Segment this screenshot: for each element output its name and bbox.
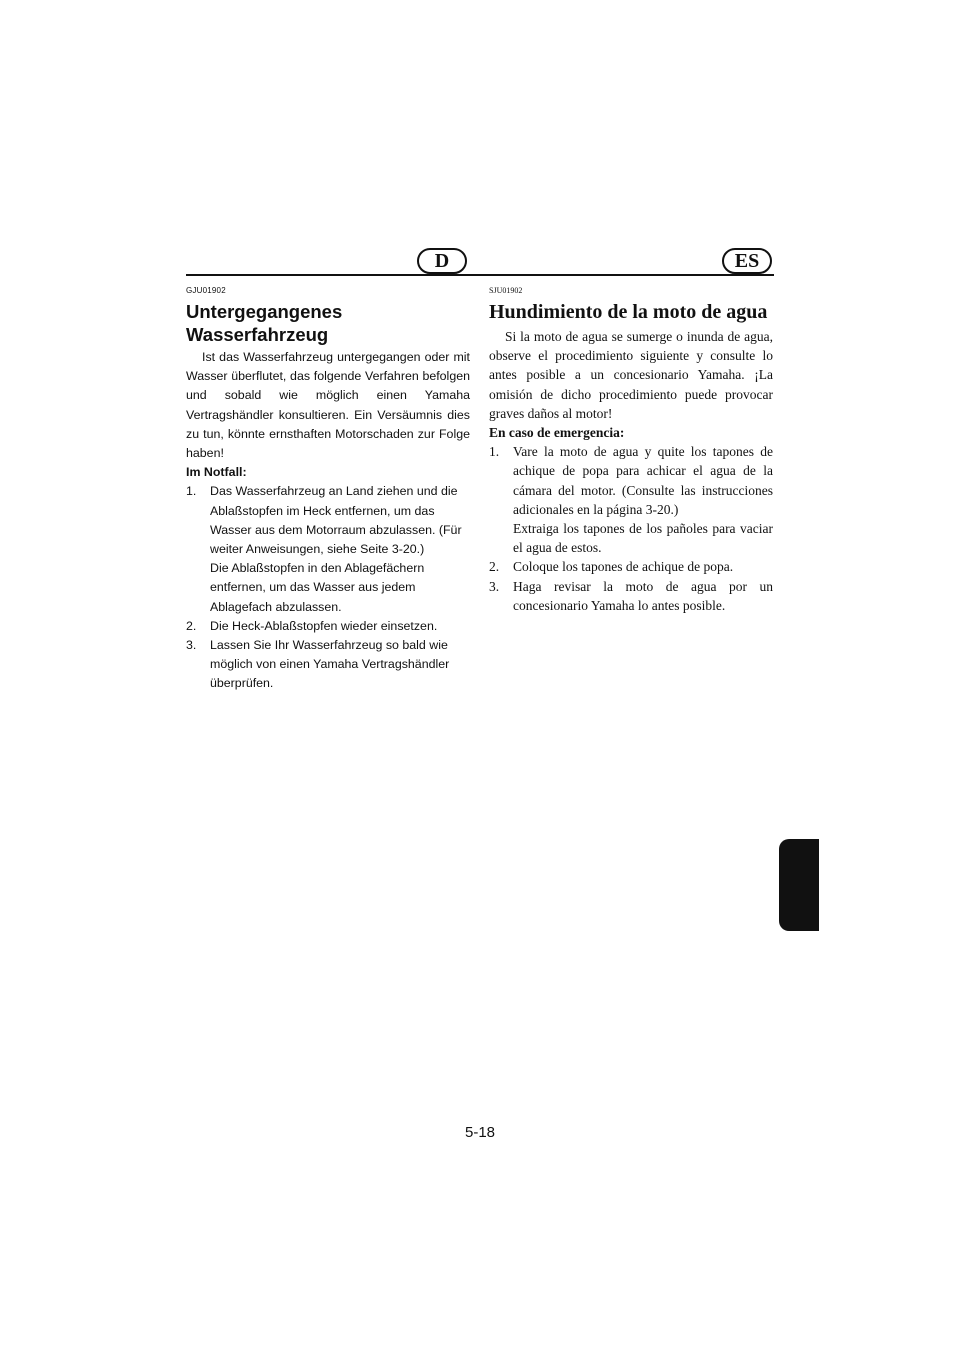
spanish-step-1 — [489, 442, 773, 557]
page-number: 5-18 — [464, 1124, 496, 1141]
german-step-1 — [186, 482, 470, 616]
language-badge-d: D — [417, 248, 467, 274]
german-section-code: GJU01902 — [186, 286, 226, 295]
german-intro: Ist das Wasserfahrzeug untergegangen oder mit Wasser überflutet, das folgende Verfahren befolgen und sobald wie möglich einen Yamaha Vertragshändler konsultieren. Ein Versäumnis dies zu tun, könnte ernsthaften Motorschaden zur Folge haben! — [186, 350, 470, 461]
german-title-line2: Wasserfahrzeug — [186, 324, 329, 345]
step-text: Die Heck-Ablaßstopfen wieder einsetzen. — [210, 618, 438, 633]
step-number: 2. — [186, 618, 197, 633]
spanish-steps — [489, 442, 773, 615]
german-steps — [186, 482, 470, 693]
step-number: 3. — [489, 578, 500, 594]
step-number: 3. — [186, 638, 197, 653]
spanish-subheading: En caso de emergencia: — [489, 425, 625, 441]
step-text: Haga revisar la moto de agua por un concesionario Yamaha lo antes posible. — [513, 578, 773, 613]
german-step-3 — [186, 636, 470, 694]
spanish-column — [489, 284, 773, 615]
step-number: 1. — [186, 484, 197, 499]
step-text — [210, 482, 470, 616]
step-line: Das Wasserfahrzeug an Land ziehen und die Ablaßstopfen im Heck entfernen, um das Wasser aus dem Motorraum abzulassen. (Für weiter Anweisungen, siehe Seite 3-20.) — [210, 484, 462, 557]
chapter-tab — [779, 839, 819, 931]
spanish-section-code: SJU01902 — [489, 286, 523, 295]
german-subheading: Im Notfall: — [186, 465, 247, 480]
german-column — [186, 284, 470, 694]
step-text — [513, 442, 773, 557]
spanish-step-3 — [489, 577, 773, 615]
header-rule — [186, 274, 774, 276]
step-number: 1. — [489, 444, 500, 460]
step-line: Extraiga los tapones de los pañoles para vaciar el agua de estos. — [513, 521, 773, 556]
step-text: Coloque los tapones de achique de popa. — [513, 559, 734, 575]
german-step-2 — [186, 617, 470, 636]
german-title-line1: Untergegangenes — [186, 301, 343, 322]
step-line: Die Ablaßstopfen in den Ablagefächern entfernen, um das Wasser aus jedem Ablagefach abzulassen. — [210, 561, 425, 614]
spanish-intro: Si la moto de agua se sumerge o inunda de agua, observe el procedimiento siguiente y consulte lo antes posible a un concesionario Yamaha. ¡La omisión de dicho procedimiento puede provocar graves daños al motor! — [489, 329, 773, 421]
language-badge-es: ES — [722, 248, 772, 274]
spanish-step-2 — [489, 557, 773, 576]
german-title — [186, 300, 470, 346]
spanish-title: Hundimiento de la moto de agua — [489, 301, 768, 323]
step-text: Lassen Sie Ihr Wasserfahrzeug so bald wie möglich von einen Yamaha Vertragshändler überprüfen. — [210, 638, 450, 691]
step-line: Vare la moto de agua y quite los tapones de achique de popa para achicar el agua de la cámara del motor. (Consulte las instrucciones adicionales en la página 3-20.) — [513, 444, 773, 517]
step-number: 2. — [489, 559, 500, 575]
